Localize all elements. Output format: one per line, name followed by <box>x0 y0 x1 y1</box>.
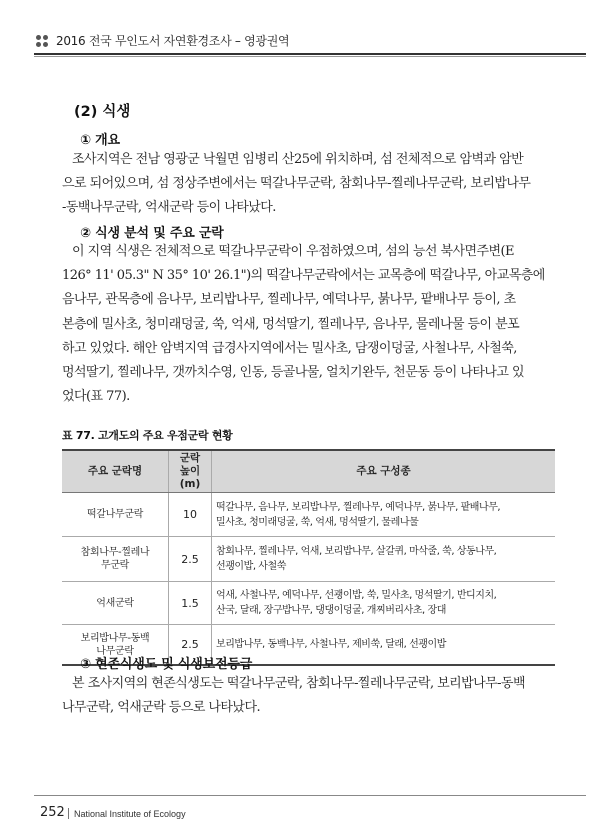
comp-line: 보리밥나무, 동백나무, 사철나무, 제비쑥, 달래, 선괭이밥 <box>216 639 446 650</box>
header-height-line: 높이(m) <box>179 465 201 490</box>
header-divider-thin <box>34 56 586 57</box>
text-line: 하고 있었다. 해안 암벽지역 급경사지역에서는 밀사초, 담쟁이덩굴, 사철나무, 사철쑥, <box>62 340 517 356</box>
header-divider <box>34 53 586 55</box>
name-line: 보리밥나무-동백 <box>80 632 150 644</box>
header-title: 2016 전국 무인도서 자연환경조사 – 영광권역 <box>56 34 290 48</box>
header-dots-icon <box>36 35 50 47</box>
name-line: 나무군락 <box>96 645 134 657</box>
name-line: 떡갈나무군락 <box>86 509 144 520</box>
comp-line: 밀사초, 청미래덩굴, 쑥, 억새, 멍석딸기, 물레나물 <box>216 516 419 528</box>
footer-divider <box>34 795 586 796</box>
cell-height: 1.5 <box>169 582 212 625</box>
cell-composition <box>212 493 556 537</box>
text-line: 본 조사지역의 현존식생도는 떡갈나무군락, 참회나무-찔레나무군락, 보리밥나무-동백 <box>72 676 526 691</box>
cell-name <box>62 537 169 582</box>
footer-separator <box>68 808 69 819</box>
cell-height: 2.5 <box>169 537 212 582</box>
text-line: 으로 되어있으며, 섬 정상주변에서는 떡갈나무군락, 참회나무-찔레나무군락, 보리밥나무 <box>62 176 531 192</box>
subsection-title-overview: ① 개요 <box>80 133 120 148</box>
table-caption: 표 77. 고개도의 주요 우점군락 현황 <box>62 429 233 442</box>
cell-name <box>62 493 169 537</box>
cell-composition <box>212 537 556 582</box>
header-composition: 주요 구성종 <box>212 450 556 493</box>
cell-composition <box>212 582 556 625</box>
cell-composition <box>212 625 556 666</box>
text-line: 었다(표 77). <box>62 389 130 405</box>
name-line: 참회나무-찔레나 <box>80 547 150 558</box>
cell-height: 10 <box>169 493 212 537</box>
text-line: 조사지역은 전남 영광군 낙월면 임병리 산25에 위치하며, 섬 전체적으로 암벽과 암반 <box>72 152 524 167</box>
header-height <box>169 450 212 493</box>
cell-name <box>62 582 169 625</box>
table-row <box>62 493 555 537</box>
comp-line: 떡갈나무, 음나무, 보리밥나무, 찔레나무, 예덕나무, 붉나무, 팥배나무, <box>216 501 501 513</box>
table-header-row <box>62 450 555 493</box>
header-name: 주요 군락명 <box>62 450 169 493</box>
community-table <box>62 449 555 666</box>
paragraph-vegetation-map <box>62 672 562 720</box>
comp-line: 선괭이밥, 사철쑥 <box>216 561 286 572</box>
running-header <box>34 22 586 52</box>
footer-institute: National Institute of Ecology <box>74 809 186 819</box>
comp-line: 산국, 달래, 장구밥나무, 댕댕이덩굴, 개찌버리사초, 장대 <box>216 605 446 616</box>
comp-line: 억새, 사철나무, 예덕나무, 선괭이밥, 쑥, 밀사초, 멍석딸기, 반디지치, <box>216 590 497 601</box>
table-row <box>62 582 555 625</box>
table-row <box>62 537 555 582</box>
name-line: 억새군락 <box>96 597 134 609</box>
section-title: (2) 식생 <box>74 104 131 120</box>
subsection-title-vegetation-map: ③ 현존식생도 및 식생보전등급 <box>80 657 253 672</box>
text-line: 이 지역 식생은 전체적으로 떡갈나무군락이 우점하였으며, 섬의 능선 북사면주변(E <box>72 244 514 259</box>
cell-height: 2.5 <box>169 625 212 666</box>
page-number: 252 <box>40 805 65 820</box>
subsection-title-analysis: ② 식생 분석 및 주요 군락 <box>80 226 224 241</box>
comp-line: 참회나무, 찔레나무, 억새, 보리밥나무, 살갈퀴, 마삭줄, 쑥, 상동나무, <box>216 546 497 557</box>
paragraph-overview <box>62 148 562 221</box>
header-height-line: 군락 <box>179 452 201 464</box>
name-line: 무군락 <box>100 560 130 571</box>
text-line: -동백나무군락, 억새군락 등이 나타났다. <box>62 200 276 216</box>
text-line: 멍석딸기, 찔레나무, 갯까치수영, 인동, 등골나물, 얼치기완두, 천문동 등이 나타나고 있 <box>62 365 525 381</box>
text-line: 본층에 밀사초, 청미래덩굴, 쑥, 억새, 멍석딸기, 찔레나무, 음나무, 물레나물 등이 분포 <box>62 316 520 332</box>
text-line: 126° 11' 05.3" N 35° 10' 26.1")의 떡갈나무군락에서는 교목층에 떡갈나무, 아교목층에 <box>62 268 545 284</box>
text-line: 나무군락, 억새군락 등으로 나타났다. <box>62 700 261 716</box>
paragraph-analysis <box>62 240 562 409</box>
text-line: 음나무, 관목층에 음나무, 보리밥나무, 찔레나무, 예덕나무, 붉나무, 팥배나무 등이, 초 <box>62 292 516 308</box>
